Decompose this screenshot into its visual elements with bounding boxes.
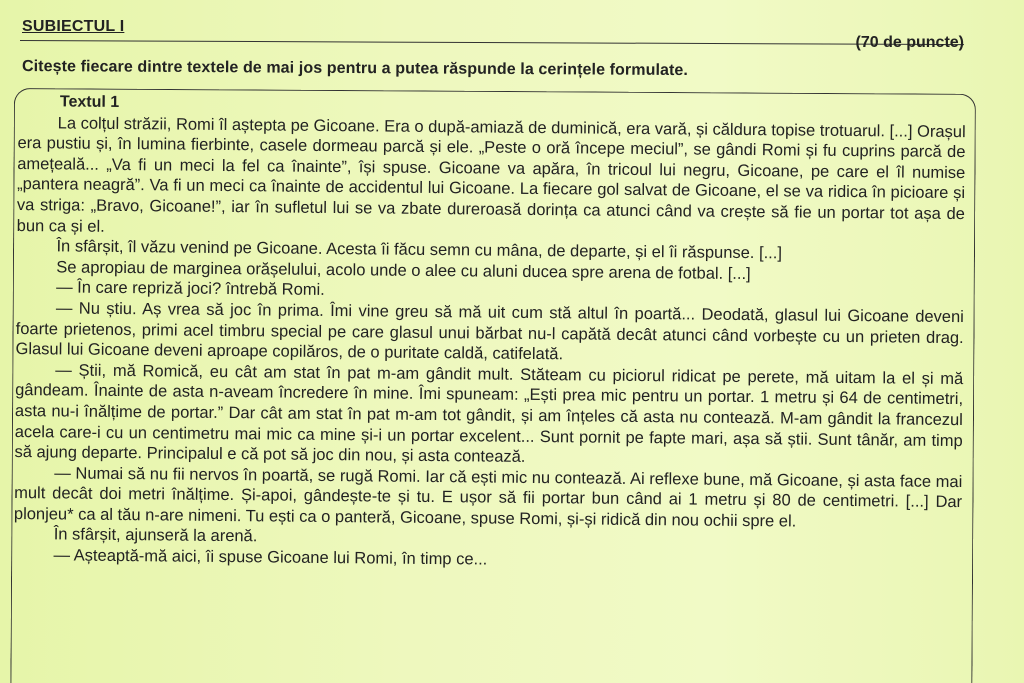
paragraph: — Știi, mă Romică, eu cât am stat în pat m-am gândit mult. Stăteam cu piciorul ridicat pe perete, mă uitam la el și mă gândeam. Înainte de asta n-aveam încredere în mine. Îmi spuneam: „Ești prea mic pentru un portar. 1 metru și 64 de centimetri, asta nu-i înălțime de portar.” Dar cât am stat în pat m-am tot gândit, și am înțeles că asta nu contează. M-am gândit la francezul acela care-i cu un centimetru mai mic ca mine și-i un portar excelent... Sunt pornit pe fapte mari, așa să știi. Sunt tânăr, am timp să ajung departe. Principalul e că pot să joc din nou, și asta contează. xyxy=(14,361,964,466)
paragraph: În sfârșit, ajunseră la arenă. xyxy=(53,525,258,546)
paragraph: — În care repriză joci? întrebă Romi. xyxy=(56,278,325,300)
paragraph: La colțul străzii, Romi îl aștepta pe Gicoane. Era o după-amiază de duminică, era vară, și căldura topise trotuarul. [...] Orașul era pustiu și, în lumina fierbinte, casele dormeau parcă și ele. „Peste o oră începe meciul”, se gândi Romi și fu cuprins parcă de amețeală... „Va fi un meci la fel ca înainte”, își spuse. Gicoane va apăra, în tricoul lui negru, Gicoane, pe care el îl numise „pantera neagră”. Va fi un meci ca înainte de accidentul lui Gicoane. La fiecare gol salvat de Gicoane, el se va ridica în picioare și va striga: „Bravo, Gicoane!”, iar în sufletul lui se va zbate dureroasă dorința ca atunci când va crește să fie un portar tot așa de bun ca și el. xyxy=(16,113,966,236)
subject-title: SUBIECTUL I xyxy=(22,18,125,35)
paragraph: În sfârșit, îl văzu venind pe Gicoane. Acesta îi făcu semn cu mâna, de departe, și el îi răspunse. [...] xyxy=(56,237,783,263)
paragraph: — Nu știu. Aș vrea să joc în prima. Îmi vine greu să mă uit cum stă altul în poartă... Deodată, glasul lui Gicoane deveni foarte prietenos, primi acel timbru special pe care glasul unui bărbat nu-l capătă decât atunci când vorbește cu un prieten drag. Glasul lui Gicoane deveni aproape copilăros, de o puritate caldă, catifelată. xyxy=(15,299,964,364)
text1-heading: Textul 1 xyxy=(59,93,120,111)
paragraph: — Numai să nu fii nervos în poartă, se rugă Romi. Iar că ești mic nu contează. Ai reflexe bune, mă Gicoane, și asta face mai mult decât doi metri înălțime. Și-apoi, gândește-te și tu. E ușor să fii portar bun când ai 1 metru și 80 de centimetri. [...] Dar plonjeu* ca al tău n-are nimeni. Tu ești ca o panteră, Gicoane, spuse Romi, și-și ridică din nou ochii spre el. xyxy=(13,464,963,531)
text1-body xyxy=(13,92,966,575)
paragraph: — Așteaptă-mă aici, îi spuse Gicoane lui Romi, în timp ce... xyxy=(53,546,488,569)
instruction-text: Citește fiecare dintre textele de mai jos pentru a putea răspunde la cerințele formulate. xyxy=(21,58,689,80)
paragraph: Se apropiau de marginea orășelului, acolo unde o alee cu aluni ducea spre arena de fotbal. [...] xyxy=(56,258,751,283)
points-label: (70 de puncte) xyxy=(855,34,964,51)
header-divider xyxy=(20,40,964,45)
